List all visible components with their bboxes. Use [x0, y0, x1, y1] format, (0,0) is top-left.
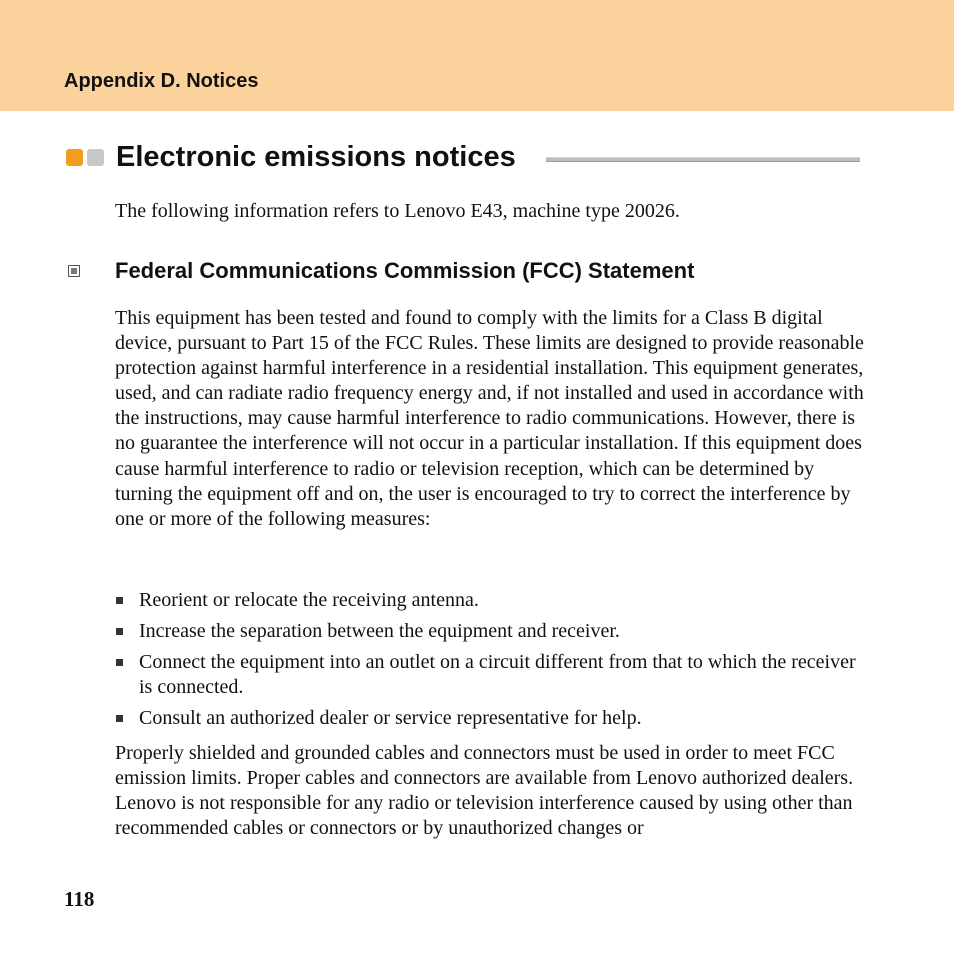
section-title-row — [64, 139, 860, 175]
header-band — [0, 0, 954, 111]
gray-square-icon — [87, 149, 104, 166]
intro-text: The following information refers to Lenovo E43, machine type 20026. — [115, 200, 680, 222]
measures-list — [115, 588, 865, 737]
title-markers — [64, 149, 106, 167]
title-rule-divider — [546, 157, 860, 162]
small-square-bullet-icon — [116, 628, 123, 635]
list-item — [115, 588, 865, 613]
page-number: 118 — [64, 887, 95, 911]
list-item — [115, 650, 865, 700]
list-item — [115, 619, 865, 644]
orange-square-icon — [66, 149, 83, 166]
subsection-title: Federal Communications Commission (FCC) Statement — [115, 258, 695, 283]
body-paragraph: Properly shielded and grounded cables and connectors must be used in order to meet FCC emission limits. Proper cables and connectors are available from Lenovo authorized dealers. Lenovo is not responsible for any radio or television interference caused by using other than recommended cables or connectors or by unauthorized changes or — [115, 742, 854, 840]
chapter-header: Appendix D. Notices — [64, 70, 259, 92]
list-item-text: Reorient or relocate the receiving antenna. — [139, 589, 479, 611]
small-square-bullet-icon — [116, 659, 123, 666]
section-title: Electronic emissions notices — [116, 141, 516, 173]
small-square-bullet-icon — [116, 597, 123, 604]
square-bullet-icon — [68, 265, 80, 277]
small-square-bullet-icon — [116, 715, 123, 722]
subsection-heading-row — [64, 256, 864, 286]
list-item — [115, 706, 865, 731]
list-item-text: Consult an authorized dealer or service representative for help. — [139, 707, 642, 729]
body-paragraph: This equipment has been tested and found to comply with the limits for a Class B digital device, pursuant to Part 15 of the FCC Rules. These limits are designed to provide reasonable protection against harmful interference in a residential installation. This equipment generates, used, and can radiate radio frequency energy and, if not installed and used in accordance with the instructions, may cause harmful interference to radio communications. However, there is no guarantee the interference will not occur in a particular installation. If this equipment does cause harmful interference to radio or television reception, which can be determined by turning the equipment off and on, the user is encouraged to try to correct the interference by one or more of the following measures: — [115, 307, 864, 530]
list-item-text: Connect the equipment into an outlet on a circuit different from that to which the receiver is connected. — [139, 651, 856, 698]
list-item-text: Increase the separation between the equipment and receiver. — [139, 620, 620, 642]
